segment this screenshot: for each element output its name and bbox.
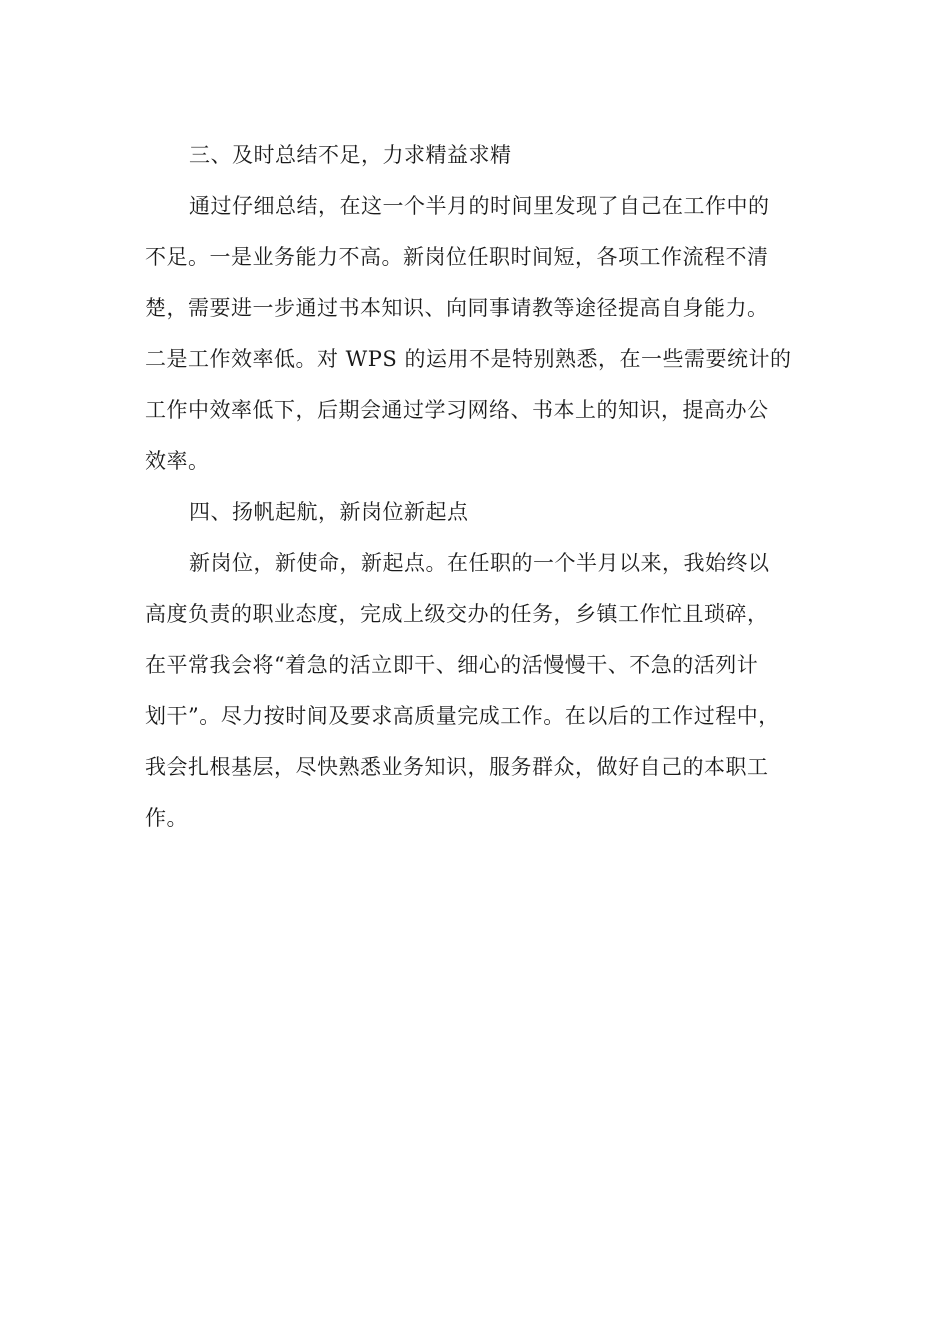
paragraph-line: 效率。 xyxy=(145,449,210,473)
section-paragraph-4 xyxy=(145,538,810,844)
paragraph-line: 新岗位，新使命，新起点。在任职的一个半月以来，我始终以 xyxy=(189,551,770,575)
paragraph-line: 高度负责的职业态度，完成上级交办的任务，乡镇工作忙且琐碎， xyxy=(145,602,769,626)
paragraph-line: 通过仔细总结，在这一个半月的时间里发现了自己在工作中的 xyxy=(189,194,770,218)
section-heading-4: 四、扬帆起航，新岗位新起点 xyxy=(189,500,469,524)
section-heading-3: 三、及时总结不足，力求精益求精 xyxy=(189,143,512,167)
paragraph-line: 作。 xyxy=(145,806,188,830)
document-body xyxy=(145,130,810,844)
paragraph-line: 不足。一是业务能力不高。新岗位任职时间短，各项工作流程不清 xyxy=(145,245,769,269)
paragraph-line: 我会扎根基层，尽快熟悉业务知识，服务群众，做好自己的本职工 xyxy=(145,755,769,779)
paragraph-line: 在平常我会将“着急的活立即干、细心的活慢慢干、不急的活列计 xyxy=(145,653,759,677)
paragraph-line: 工作中效率低下，后期会通过学习网络、书本上的知识，提高办公 xyxy=(145,398,769,422)
paragraph-line: 二是工作效率低。对 WPS 的运用不是特别熟悉，在一些需要统计的 xyxy=(145,347,792,371)
section-paragraph-3 xyxy=(145,181,810,487)
paragraph-line: 划干”。尽力按时间及要求高质量完成工作。在以后的工作过程中， xyxy=(145,704,780,728)
paragraph-line: 楚，需要进一步通过书本知识、向同事请教等途径提高自身能力。 xyxy=(145,296,769,320)
